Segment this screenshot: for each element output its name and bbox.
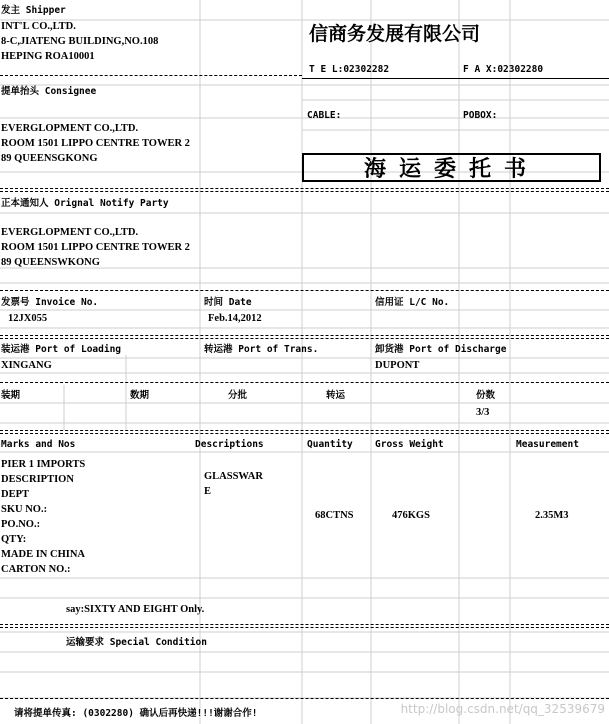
footer-note: 请将提单传真: (0302280) 确认后再快递!!!谢谢合作!: [14, 708, 258, 719]
document-title-box: [302, 153, 601, 182]
discharge-value: DUPONT: [375, 360, 420, 371]
pobox-label: POBOX:: [463, 110, 498, 121]
divider: [0, 75, 302, 76]
header-marks: Marks and Nos: [1, 439, 76, 450]
consignee-line: EVERGLOPMENT CO.,LTD.: [1, 123, 139, 134]
shipper-label: 发主 Shipper: [1, 5, 66, 16]
marks-line: PO.NO.:: [1, 519, 41, 530]
gross-weight-value: 476KGS: [392, 510, 430, 521]
company-tel: T E L:02302282: [309, 64, 390, 75]
divider: [0, 290, 609, 291]
divider: [0, 627, 609, 628]
partial-shipment-label: 分批: [228, 390, 248, 401]
loading-label: 装运港 Port of Loading: [1, 344, 122, 355]
divider: [0, 188, 609, 189]
lc-label: 信用证 L/C No.: [375, 297, 450, 308]
cable-label: CABLE:: [307, 110, 342, 121]
invoice-value: 12JX055: [8, 313, 48, 324]
quantity-value: 68CTNS: [315, 510, 354, 521]
divider: [0, 430, 609, 431]
company-name: 信商务发展有限公司: [309, 23, 481, 45]
description-line: E: [204, 486, 212, 497]
header-gross-weight: Gross Weight: [375, 439, 444, 450]
consignee-line: ROOM 1501 LIPPO CENTRE TOWER 2: [1, 138, 190, 149]
notify-address: [1, 225, 190, 270]
marks-line: CARTON NO.:: [1, 564, 71, 575]
description-line: GLASSWAR: [204, 471, 263, 482]
document-title: 海运委托书: [363, 157, 539, 182]
marks-line: SKU NO.:: [1, 504, 48, 515]
shipment-label: 装期: [1, 390, 21, 401]
company-fax: F A X:02302280: [463, 64, 544, 75]
description-cell: [204, 469, 263, 499]
discharge-label: 卸货港 Port of Discharge: [375, 344, 507, 355]
notify-line: 89 QUEENSWKONG: [1, 257, 100, 268]
divider: [0, 433, 609, 434]
divider: [0, 382, 609, 383]
notify-line: EVERGLOPMENT CO.,LTD.: [1, 227, 139, 238]
divider: [0, 191, 609, 192]
loading-value: XINGANG: [1, 360, 52, 371]
divider: [0, 338, 609, 339]
copies-label: 份数: [476, 390, 496, 401]
marks-line: DESCRIPTION: [1, 474, 74, 485]
invoice-label: 发票号 Invoice No.: [1, 297, 99, 308]
notify-label: 正本通知人 Orignal Notify Party: [1, 198, 169, 209]
consignee-line: 89 QUEENSGKONG: [1, 153, 98, 164]
measurement-value: 2.35M3: [535, 510, 569, 521]
divider: [0, 624, 609, 625]
trans-label: 转运港 Port of Trans.: [204, 344, 319, 355]
shipper-line: HEPING ROA10001: [1, 51, 95, 62]
consignee-address: [1, 121, 190, 166]
special-condition-label: 运输要求 Special Condition: [66, 637, 207, 648]
amount-in-words: say:SIXTY AND EIGHT Only.: [66, 604, 205, 615]
shipper-address: [1, 19, 158, 64]
header-measurement: Measurement: [516, 439, 579, 450]
shipper-line: 8-C,JIATENG BUILDING,NO.108: [1, 36, 159, 47]
header-quantity: Quantity: [307, 439, 353, 450]
copies-value: 3/3: [476, 407, 490, 418]
date-label: 时间 Date: [204, 297, 252, 308]
watermark: http://blog.csdn.net/qq_32539679: [400, 702, 605, 716]
consignee-label: 提单抬头 Consignee: [1, 86, 97, 97]
divider: [302, 78, 609, 79]
date-value: Feb.14,2012: [208, 313, 262, 324]
divider: [0, 335, 609, 336]
quantity-period-label: 数期: [130, 390, 150, 401]
marks-list: [1, 457, 85, 577]
transshipment-label: 转运: [326, 390, 346, 401]
shipper-line: INT'L CO.,LTD.: [1, 21, 76, 32]
divider: [0, 698, 609, 699]
notify-line: ROOM 1501 LIPPO CENTRE TOWER 2: [1, 242, 190, 253]
marks-line: PIER 1 IMPORTS: [1, 459, 86, 470]
header-descriptions: Descriptions: [195, 439, 264, 450]
marks-line: DEPT: [1, 489, 30, 500]
marks-line: MADE IN CHINA: [1, 549, 85, 560]
marks-line: QTY:: [1, 534, 27, 545]
